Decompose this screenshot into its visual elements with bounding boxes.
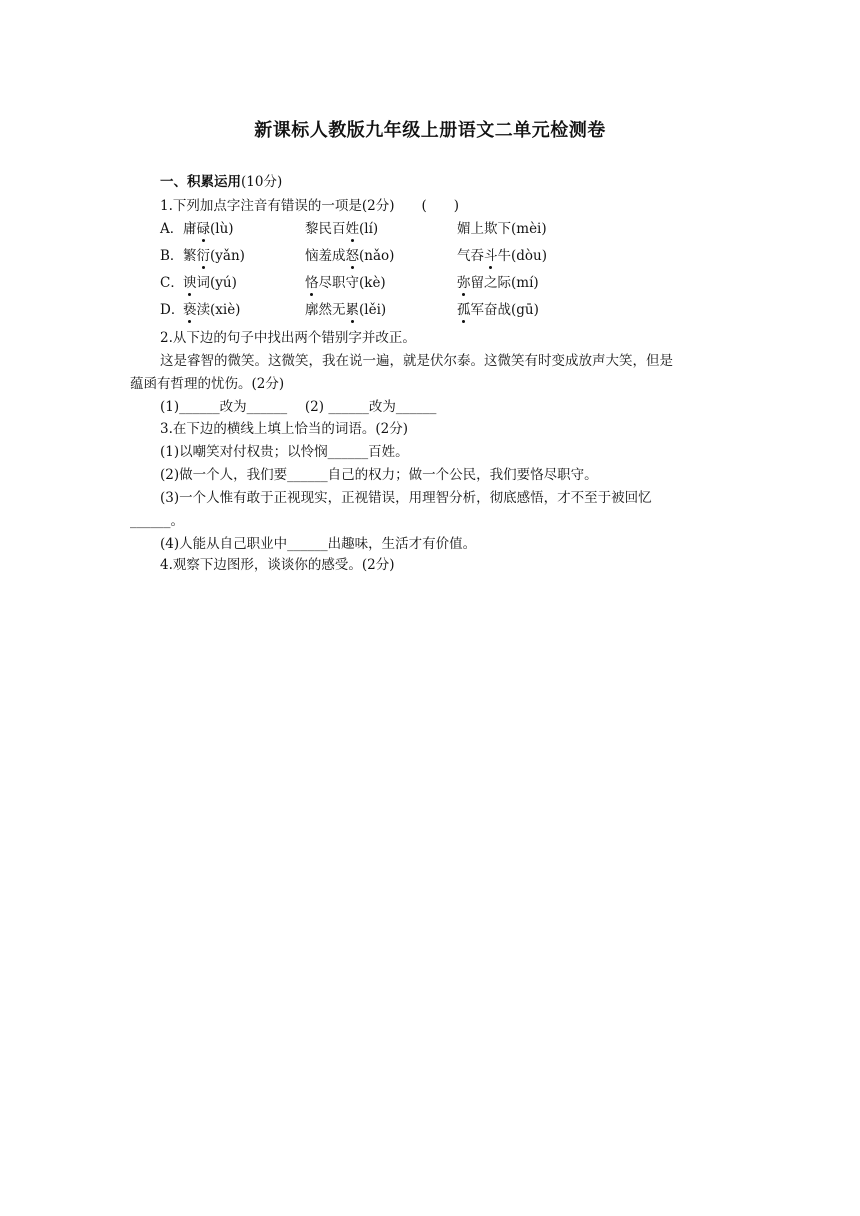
emphasized-character: 碌 [196,221,210,237]
option-item [183,274,237,292]
emphasized-character: 弥 [457,275,471,291]
option-item-pinyin: 渎(xiè) [196,302,241,318]
page-title: 新课标人教版九年级上册语文二单元检测卷 [254,120,606,141]
emphasized-character: 亵 [183,302,197,318]
question-1-option-row [160,220,760,240]
emphasized-character: 姓 [345,221,359,237]
section-heading [160,173,282,191]
option-label: D． [160,302,185,318]
option-item-pinyin: (lěi) [359,302,387,318]
option-item-text: 气吞 [457,248,484,264]
option-label: A． [160,221,184,237]
option-item-pinyin: (lù) [210,221,234,237]
question-1-option-row [160,274,760,294]
option-item-pinyin: (mèi) [511,221,547,237]
option-item [305,220,378,238]
option-item [457,247,547,265]
section-heading-score: (10分) [241,174,283,190]
question-1-option-row [160,247,760,267]
question-2-passage-line-1: 这是睿智的微笑。这微笑，我在说一遍，就是伏尔泰。这微笑有时变成放声大笑，但是 [160,353,673,369]
question-3-item-2: (2)做一个人，我们要______自己的权力；做一个公民，我们要恪尽职守。 [160,467,598,483]
option-item-pinyin: 尽职守(kè) [318,275,386,291]
option-item-pinyin: 留之际(mí) [470,275,539,291]
emphasized-character: 衍 [196,248,210,264]
option-label: B． [160,248,184,264]
option-item [457,220,547,238]
option-item-text: 繁 [183,248,197,264]
option-item-pinyin: 牛(dòu) [497,248,547,264]
option-item-text: 恼羞成 [305,248,346,264]
emphasized-character: 斗 [484,248,498,264]
question-2-stem: 2.从下边的句子中找出两个错别字并改正。 [160,330,416,346]
question-1-stem: 1.下列加点字注音有错误的一项是(2分) ( ) [160,198,460,214]
question-2-answer-line: (1)______改为______ (2) ______改为______ [160,399,437,415]
option-item-pinyin: 词(yú) [196,275,237,291]
option-item-pinyin: 军奋战(gū) [470,302,539,318]
option-item-pinyin: (lí) [359,221,379,237]
emphasized-character: 怒 [345,248,359,264]
option-item [305,247,394,265]
question-4-stem: 4.观察下边图形，谈谈你的感受。(2分) [160,557,395,573]
emphasized-character: 孤 [457,302,471,318]
question-3-item-1: (1)以嘲笑对付权贵；以怜悯______百姓。 [160,444,409,460]
question-2-passage-line-2: 蕴函有哲理的忧伤。(2分) [130,376,285,392]
option-item [183,301,240,319]
question-3-item-3: (3)一个人惟有敢于正视现实，正视错误，用理智分析，彻底感悟，才不至于被回忆 [160,490,652,506]
emphasized-character: 恪 [305,275,319,291]
option-item-text: 媚上欺下 [457,221,511,237]
question-3-stem: 3.在下边的横线上填上恰当的词语。(2分) [160,421,409,437]
question-1-option-row [160,301,760,321]
section-heading-text: 一、积累运用 [160,174,241,190]
option-item-text: 庸 [183,221,197,237]
option-item [183,220,234,238]
question-3-item-3-continued: ______。 [130,513,184,529]
option-item-text: 黎民百 [305,221,346,237]
option-item [305,301,386,319]
emphasized-character: 累 [345,302,359,318]
option-item [457,274,539,292]
option-item [457,301,539,319]
option-item [183,247,245,265]
question-3-item-4: (4)人能从自己职业中______出趣味，生活才有价值。 [160,536,477,552]
option-item-pinyin: (yǎn) [210,248,245,264]
option-item [305,274,386,292]
option-label: C． [160,275,184,291]
option-item-text: 廓然无 [305,302,346,318]
option-item-pinyin: (nǎo) [359,248,395,264]
emphasized-character: 谀 [183,275,197,291]
